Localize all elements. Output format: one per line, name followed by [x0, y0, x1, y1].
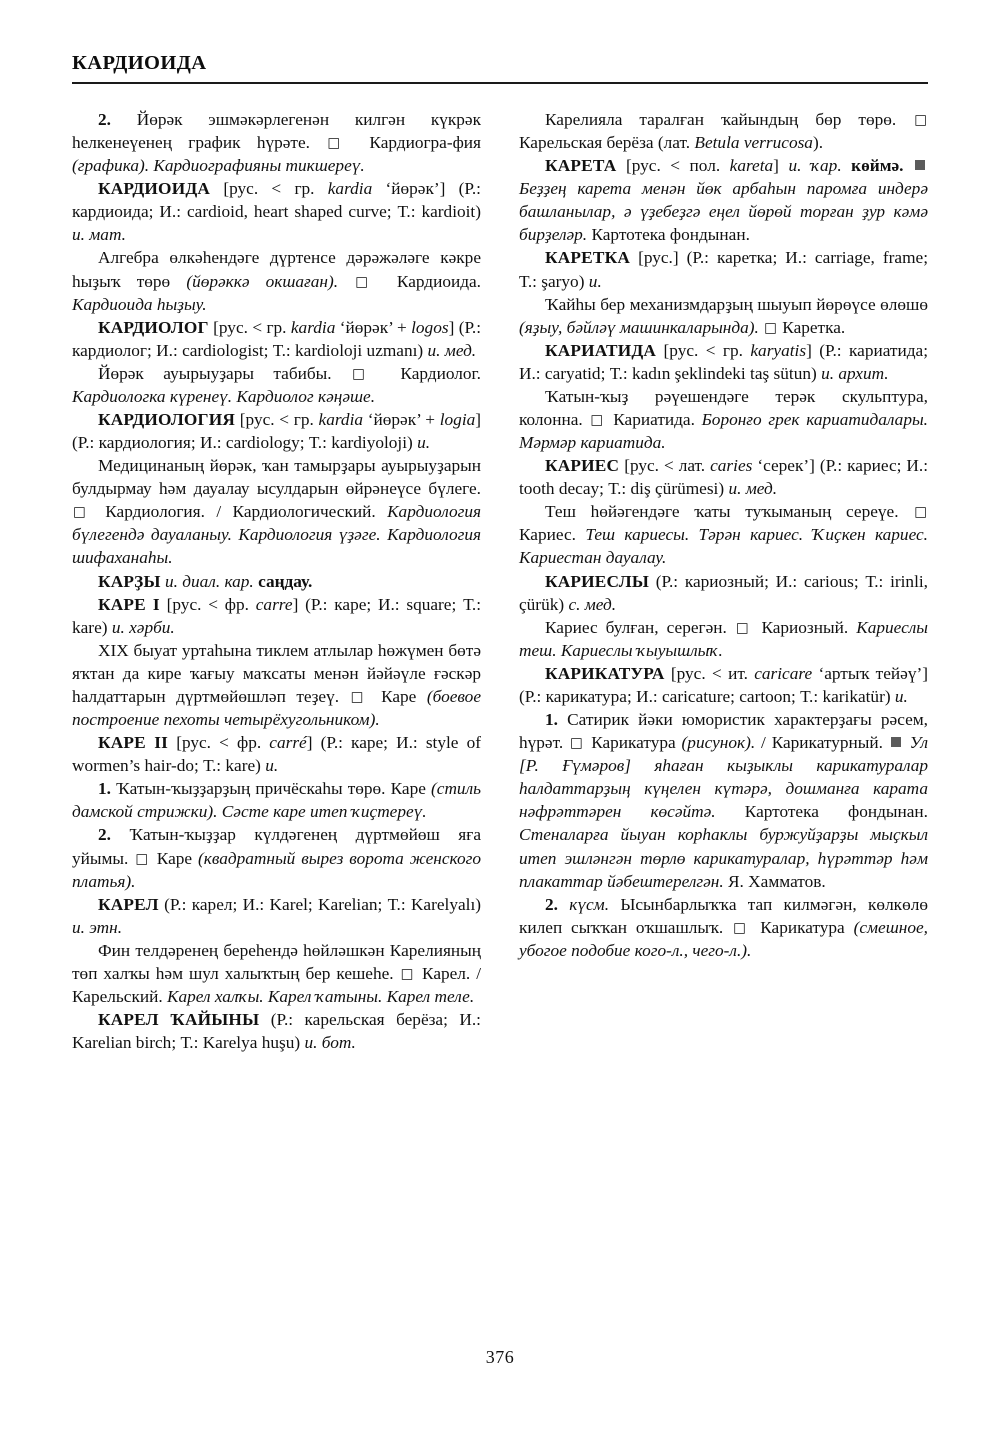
translations: (Р.: кардиология; И.: cardiology; Т.: kardiyoloji)	[72, 433, 413, 453]
etymology-open: [рус. < ит.	[670, 663, 748, 683]
translations: (Р.: каретка; И.: carriage, frame; Т.: şaryo)	[519, 248, 928, 291]
headword: КАРИЕСЛЫ	[545, 571, 650, 591]
body-columns	[72, 108, 928, 1308]
example: Теш кариесы. Тәрән кариес. Ҡиҫкен кариес. Кариестан дауалау.	[519, 525, 928, 568]
russian-gloss: Кариес.	[519, 525, 576, 545]
etymology-open: [рус. < лат.	[624, 456, 706, 476]
sense-definition: Ысынбарлыҡҡа тап килмәгән, көлкөлө килеп сыҡҡан оҡшашлыҡ.	[519, 894, 928, 937]
grammar-label: и. мат.	[72, 225, 126, 245]
dictionary-entry	[519, 246, 928, 292]
russian-gloss: Каре	[156, 848, 193, 868]
running-head: КАРДИОИДА	[72, 52, 207, 74]
headword: КАРЕТА	[545, 156, 617, 176]
dictionary-entry	[519, 570, 928, 616]
reference-square-icon: □	[352, 365, 380, 382]
etymology-gloss: ‘серек’]	[757, 456, 815, 476]
latin-name: Betula verrucosa	[694, 133, 813, 153]
etymology-open: [рус. < гр.	[239, 410, 314, 430]
etymology-source: kardia	[327, 179, 373, 199]
dictionary-entry	[72, 893, 481, 939]
translations: (Р.: карельская берёза; И.: Karelian birch; Т.: Karelya huşu)	[72, 1010, 481, 1053]
entry-definition-block	[72, 454, 481, 569]
reference-square-icon: □	[570, 735, 585, 752]
reference-square-icon: □	[135, 850, 150, 867]
page-number: 376	[485, 1347, 515, 1367]
translations: (Р.: кариозный; И.: carious; Т.: irinli, çürük)	[519, 571, 928, 614]
reference-square-icon: □	[400, 965, 416, 982]
translations: (Р.: карикатура; И.: caricature; cartoon; Т.: karikatür)	[519, 686, 891, 706]
example: Кардиология бүлегендә дауаланыу. Кардиология үҙәге. Кардиология шифаханаһы.	[72, 502, 482, 568]
grammar-label: и.	[417, 433, 431, 453]
etymology-close: ]	[448, 317, 455, 337]
entry-definition-block	[519, 500, 928, 569]
reference-square-icon: □	[327, 135, 353, 152]
entry-sense	[72, 777, 481, 823]
etymology-open: [рус.]	[638, 248, 679, 268]
entry-definition-block	[519, 616, 928, 662]
definition-paren: (квадратный вырез ворота женского платья).	[72, 848, 482, 891]
citation-source: Картотека фондынан.	[744, 802, 928, 822]
cross-reference: көймә.	[851, 156, 904, 176]
etymology-source: carre	[255, 594, 293, 614]
etymology-source-2: logia	[439, 410, 476, 430]
citation-text: Беҙҙең карета менән йөк арбаһын паромға индерә башланылар, ә үҙебеҙгә еңел йөрөй торған ҙур кәмә бирҙеләр.	[519, 179, 928, 245]
sense-number: 2.	[545, 894, 558, 914]
dictionary-entry	[519, 154, 928, 246]
dictionary-entry	[72, 177, 481, 246]
etymology-close: ]	[773, 156, 779, 176]
russian-gloss: Карикатура	[591, 733, 676, 753]
grammar-label: и. этн.	[72, 917, 123, 937]
definition: Ҡайһы бер механизмдарҙың шыуып йөрөүсе өлөшө	[545, 294, 928, 314]
definition-paren: (йөрәккә окшаған).	[186, 271, 339, 291]
example: Боронғо грек кариатидалары. Мәрмәр кариатида.	[519, 410, 928, 453]
entry-definition-block	[72, 639, 481, 731]
russian-gloss-paren: (боевое построение пехоты четырёхугольником).	[72, 686, 481, 730]
etymology-source: kardia	[290, 317, 336, 337]
entry-definition-block	[519, 108, 928, 154]
etymology-gloss: ‘йөрәк’]	[385, 179, 446, 199]
entry-definition-block	[72, 246, 481, 315]
russian-gloss: Карельская берёза (лат.	[519, 133, 691, 153]
example: Кардиологка күренеү. Кардиолог кәңәше.	[72, 386, 376, 406]
reference-square-icon: □	[914, 504, 927, 521]
etymology-source: carré	[269, 733, 307, 753]
entry-sense	[519, 893, 928, 962]
dictionary-entry	[519, 454, 928, 500]
translations: (Р.: карел; И.: Karel; Karelian; Т.: Karelyalı)	[164, 894, 481, 914]
sense-definition: Сатирик йәки юмористик характерҙағы рәсем, һүрәт.	[519, 710, 928, 753]
cross-reference: саңдау.	[258, 571, 313, 591]
russian-gloss: Кариозный.	[761, 617, 849, 637]
entry-sense	[72, 108, 481, 177]
etymology-source: karyatis	[750, 340, 807, 360]
entry-definition-block	[519, 385, 928, 454]
translations: (Р.: кардиолог; И.: cardiologist; Т.: kardioloji uzmanı)	[72, 317, 482, 360]
citation-square-icon	[891, 737, 901, 747]
etymology-open: [рус. < фр.	[166, 594, 249, 614]
definition: Фин телдәренең береһендә һөйләшкән Карелияның төп халҡы һәм шул халыҡтың бер кешеһе.	[72, 940, 481, 983]
entry-definition-block	[72, 939, 481, 1008]
right-column	[519, 108, 928, 1308]
etymology-open: [рус. < гр.	[213, 317, 287, 337]
headword: КАРИКАТУРА	[545, 663, 665, 683]
entry-sense	[72, 823, 481, 892]
reference-square-icon: □	[355, 273, 380, 290]
sense-definition: Йөрәк эшмәкәрлегенән килгән күкрәк һелкенеүенең график һүрәте.	[72, 110, 481, 153]
sense-number: 1.	[545, 710, 558, 730]
etymology-close: ]	[306, 733, 313, 753]
example: Кардиоида һыҙыу.	[72, 294, 207, 314]
russian-gloss: Кардиолог.	[400, 363, 481, 383]
grammar-label: с. мед.	[568, 594, 617, 614]
citation-square-icon	[915, 160, 925, 170]
definition-paren: (рисунок).	[681, 733, 756, 753]
headword: КАРИАТИДА	[545, 340, 657, 360]
translations: (Р.: каре; И.: square; Т.: kare)	[72, 594, 482, 637]
sense-number: 2.	[98, 110, 111, 129]
definition: Карелияла таралған ҡайындың бөр төрө.	[545, 110, 897, 129]
etymology-close: ]	[292, 594, 299, 614]
etymology-open: [рус. < гр.	[663, 340, 743, 360]
translations: (Р.: кариатида; И.: caryatid; Т.: kadın şeklindeki taş sütun)	[519, 340, 928, 383]
grammar-label: и. бот.	[304, 1033, 356, 1053]
dictionary-entry	[72, 1008, 481, 1054]
dictionary-entry	[72, 593, 481, 639]
grammar-label: и.	[265, 756, 279, 776]
headword: КАРДИОЛОГИЯ	[98, 410, 236, 430]
citation-text-2: Стеналарға йыуан корһаклы буржуйҙарҙы мыҫкыл итеп эшләнгән төрлө карикатуралар, һүрәттәр һәм плакаттар йәбештерелгән.	[519, 825, 928, 891]
usage-label: күсм.	[569, 894, 610, 914]
translations: (Р.: каре; И.: style of wormen’s hair-do; Т.: kare)	[72, 733, 481, 776]
citation-source-2: Я. Хамматов.	[728, 871, 826, 891]
reference-square-icon: □	[350, 688, 370, 705]
reference-square-icon: □	[733, 919, 751, 936]
headword: КАРДИОЛОГ	[98, 317, 209, 337]
russian-gloss: Карикатура	[760, 917, 845, 937]
russian-gloss: Каретка.	[782, 317, 846, 337]
definition: Медицинаның йөрәк, ҡан тамырҙары ауырыуҙарын булдырмау һәм дауалау ысулдарын өйрәнеүсе бүлеге.	[72, 456, 481, 499]
definition: Йөрәк ауырыуҙары табибы.	[98, 363, 332, 383]
headword: КАРДИОИДА	[98, 179, 211, 199]
sense-number: 2.	[98, 825, 111, 845]
grammar-label: и.	[894, 686, 908, 706]
dictionary-entry	[72, 731, 481, 777]
definition: XIX быуат уртаһына тиклем атлылар һөжүмен бөтә яҡтан да кире ҡағыу маҡсаты менән йәйәүле ғәскәр һалдаттарын дүртмөйөшләп теҙеү.	[72, 640, 481, 706]
definition: Алгебра өлкәһендәге дүртенсе дәрәжәләге кәкре һыҙыҡ төрө	[72, 248, 481, 291]
citation-text: Ул [Р. Ғүмәров] яһаған кыҙыклы карикатуралар һалдаттарҙың күңелен күтәрә, дошманға карата нәфрәттәрен көсәйтә.	[519, 733, 928, 822]
sense-definition: Ҡатын-ҡыҙҙарҙың причёскаһы төрө. Каре	[116, 779, 426, 799]
etymology-source-2: logos	[411, 317, 449, 337]
russian-gloss-2: / Карикатурный.	[761, 733, 883, 753]
translations: (Р.: кариес; И.: tooth decay; Т.: diş çürümesi)	[519, 456, 928, 499]
dictionary-entry	[519, 339, 928, 385]
dictionary-entry	[519, 662, 928, 708]
example: Кариеслы теш. Кариеслы ҡыуышлыҡ.	[519, 617, 928, 660]
reference-square-icon: □	[735, 619, 753, 636]
sense-number: 1.	[98, 779, 111, 799]
dictionary-entry	[72, 316, 481, 362]
etymology-source: caricare	[754, 663, 813, 683]
header-rule	[72, 82, 928, 84]
sense-definition: Ҡатын-ҡыҙҙар күлдәгенең дүртмөйөш яға уйымы.	[72, 825, 481, 868]
etymology-open: [рус. < фр.	[176, 733, 262, 753]
grammar-label: и. мед.	[728, 479, 778, 499]
definition-paren: (яҙыу, бәйләү машинкаларында).	[519, 317, 759, 337]
etymology-open: [рус. < пол.	[625, 156, 721, 176]
etymology-source: caries	[710, 456, 753, 476]
russian-gloss: Кардиогра-фия	[369, 133, 482, 153]
entry-sense	[519, 708, 928, 893]
dictionary-entry	[72, 570, 481, 593]
grammar-label: и. архит.	[821, 363, 889, 383]
grammar-label: и. мед.	[427, 340, 477, 360]
entry-definition-block	[72, 362, 481, 408]
russian-gloss: Карел. / Карельский.	[72, 963, 482, 1006]
etymology-gloss: ‘йөрәк’ +	[367, 410, 436, 430]
reference-square-icon: □	[590, 412, 606, 429]
etymology-open: [рус. < гр.	[223, 179, 315, 199]
example: Сәсте каре итеп ҡиҫтереү.	[221, 802, 427, 822]
reference-square-icon: □	[73, 504, 93, 521]
russian-gloss: Кариатида.	[613, 410, 695, 430]
example: Кардиографияны тикшереү.	[153, 156, 365, 176]
headword: КАРҘЫ	[98, 571, 161, 591]
translations: (Р.: кардиоида; И.: cardioid, heart shaped curve; Т.: kardioit)	[72, 179, 481, 222]
etymology-close: ]	[475, 410, 482, 430]
grammar-label: и. диал. кар.	[165, 571, 254, 591]
definition: Ҡатын-ҡыҙ рәүешендәге терәк скульптура, колонна.	[519, 386, 928, 430]
definition: Теш һөйәгендәге ҡаты туҡыманың сереүе.	[545, 502, 899, 522]
russian-gloss: Каре	[381, 686, 417, 706]
citation-source: Картотека фондынан.	[591, 225, 750, 245]
etymology-gloss: ‘йөрәк’ +	[339, 317, 407, 337]
definition-paren: (смешное, убогое подобие кого-л., чего-л.).	[519, 917, 928, 960]
example: Карел халҡы. Карел ҡатыны. Карел теле.	[167, 986, 475, 1006]
definition-paren: (стиль дамской стрижки).	[72, 779, 481, 822]
headword: КАРЕЛ ҠАЙЫНЫ	[98, 1010, 260, 1030]
grammar-label: и. хәрби.	[111, 617, 175, 637]
etymology-source: kareta	[729, 156, 774, 176]
russian-gloss: Кардиоида.	[396, 271, 481, 291]
etymology-close: ]	[806, 340, 812, 360]
reference-square-icon: □	[914, 112, 928, 128]
grammar-label: и. ҡар.	[788, 156, 842, 176]
grammar-label: и.	[588, 271, 602, 291]
definition: Кариес булған, серегән.	[545, 617, 727, 637]
etymology-gloss: ‘артыҡ тейәү’]	[818, 663, 928, 683]
russian-gloss-paren: (графика).	[72, 156, 150, 176]
running-head-area	[72, 52, 928, 84]
etymology-source: kardia	[318, 410, 364, 430]
reference-square-icon: □	[764, 319, 777, 336]
dictionary-entry	[72, 408, 481, 454]
headword: КАРЕТКА	[545, 248, 631, 268]
paren-close: ).	[812, 133, 824, 153]
left-column	[72, 108, 481, 1308]
headword: КАРИЕС	[545, 456, 620, 476]
headword: КАРЕ I	[98, 594, 160, 614]
russian-gloss: Кардиология. / Кардиологический.	[105, 502, 376, 522]
headword: КАРЕ II	[98, 733, 169, 753]
entry-definition-block	[519, 293, 928, 339]
headword: КАРЕЛ	[98, 894, 159, 914]
